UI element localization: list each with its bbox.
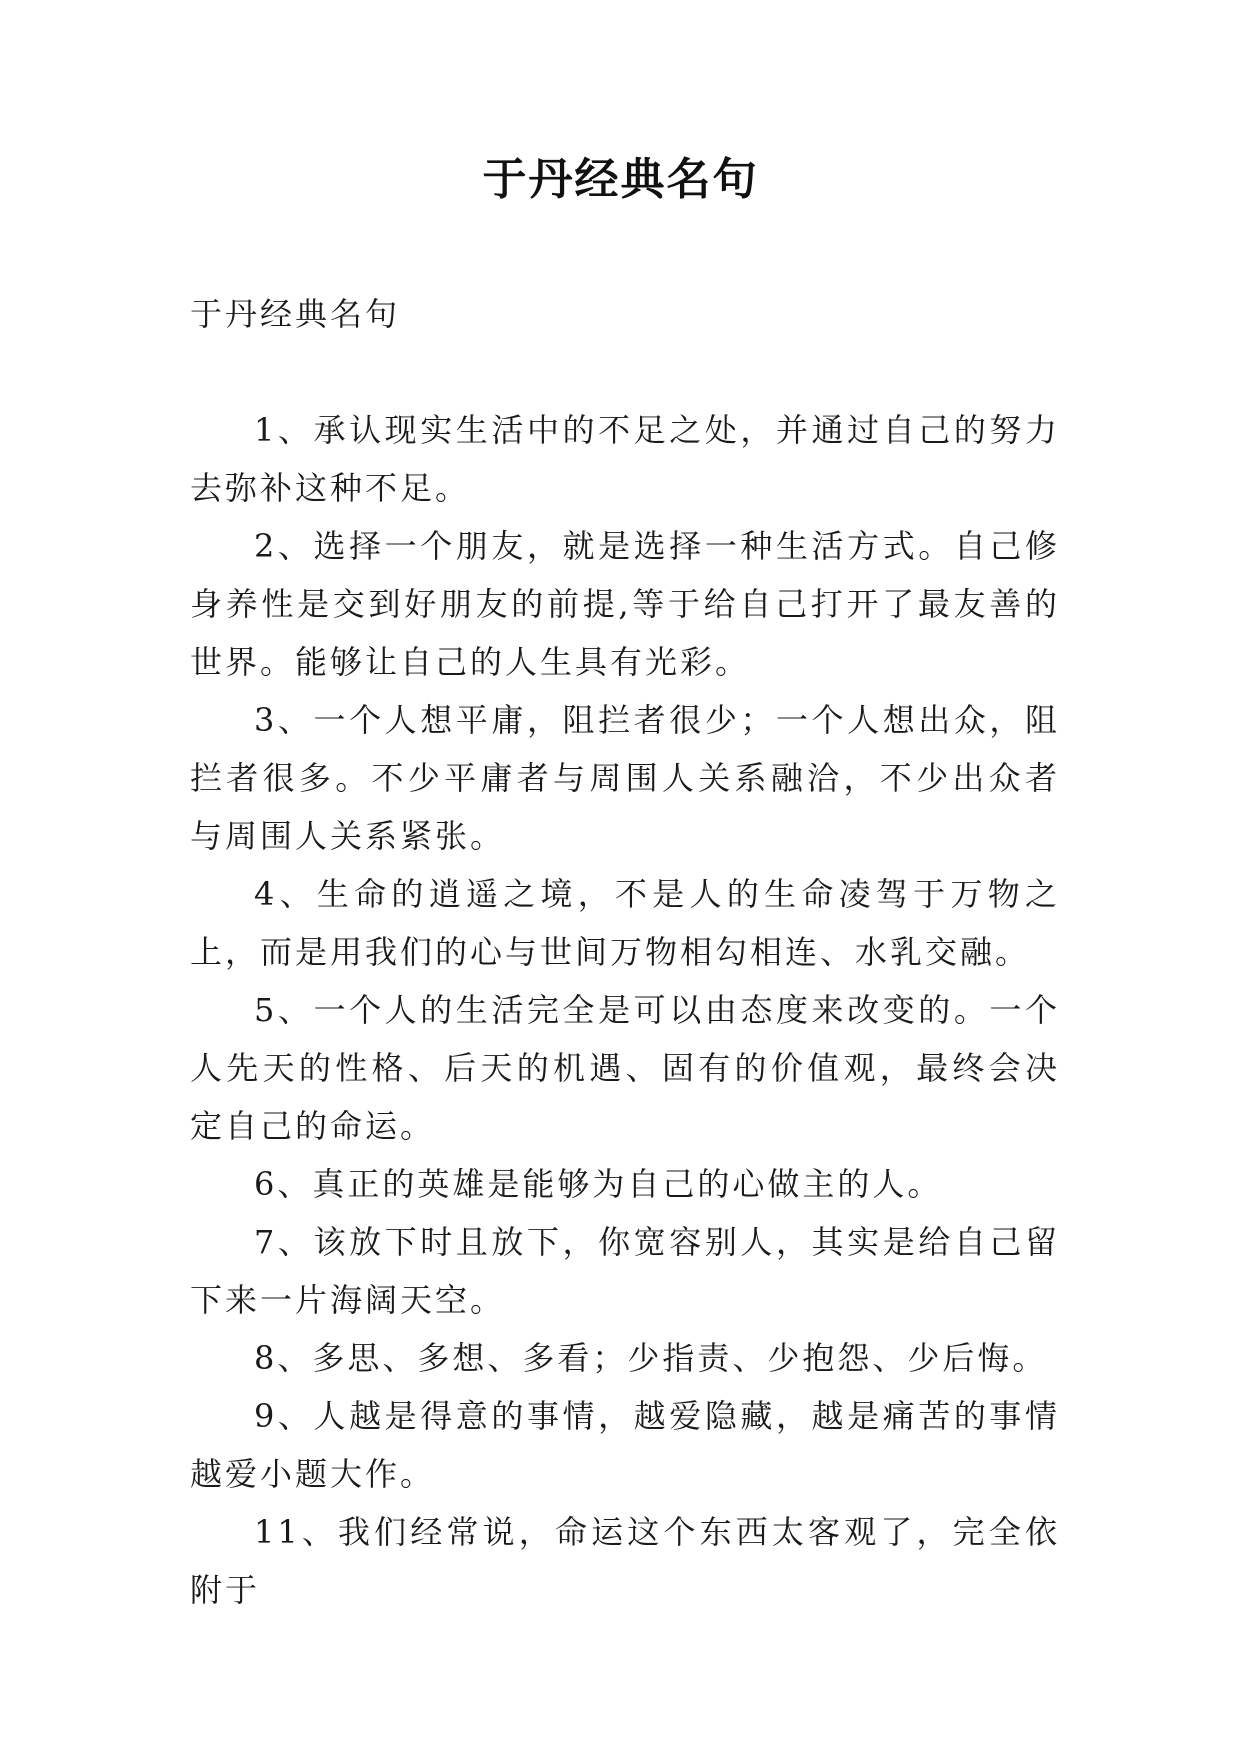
quote-paragraph-6: 6、真正的英雄是能够为自己的心做主的人。 — [254, 1165, 943, 1203]
quote-paragraph-2: 2、选择一个朋友，就是选择一种生活方式。自己修身养性是交到好朋友的前提,等于给自己打开了最友善的世界。能够让自己的人生具有光彩。 — [190, 527, 1060, 681]
quote-paragraph-5: 5、一个人的生活完全是可以由态度来改变的。一个人先天的性格、后天的机遇、固有的价值观，最终会决定自己的命运。 — [190, 991, 1060, 1145]
quote-paragraph-9: 9、人越是得意的事情，越爱隐藏，越是痛苦的事情越爱小题大作。 — [190, 1397, 1060, 1493]
quote-paragraph-4: 4、生命的逍遥之境，不是人的生命凌驾于万物之上，而是用我们的心与世间万物相勾相连、水乳交融。 — [190, 875, 1060, 971]
quote-paragraph-3: 3、一个人想平庸，阻拦者很少；一个人想出众，阻拦者很多。不少平庸者与周围人关系融洽，不少出众者与周围人关系紧张。 — [190, 701, 1060, 855]
document-subtitle: 于丹经典名句 — [190, 295, 401, 333]
document-body — [190, 285, 1060, 1619]
quote-paragraph-11: 11、我们经常说，命运这个东西太客观了，完全依附于 — [190, 1513, 1060, 1609]
quote-paragraph-8: 8、多思、多想、多看；少指责、少抱怨、少后悔。 — [254, 1339, 1048, 1377]
quote-paragraph-1: 1、承认现实生活中的不足之处，并通过自己的努力去弥补这种不足。 — [190, 411, 1060, 507]
document-title: 于丹经典名句 — [482, 154, 759, 205]
quote-paragraph-7: 7、该放下时且放下，你宽容别人，其实是给自己留下来一片海阔天空。 — [190, 1223, 1060, 1319]
